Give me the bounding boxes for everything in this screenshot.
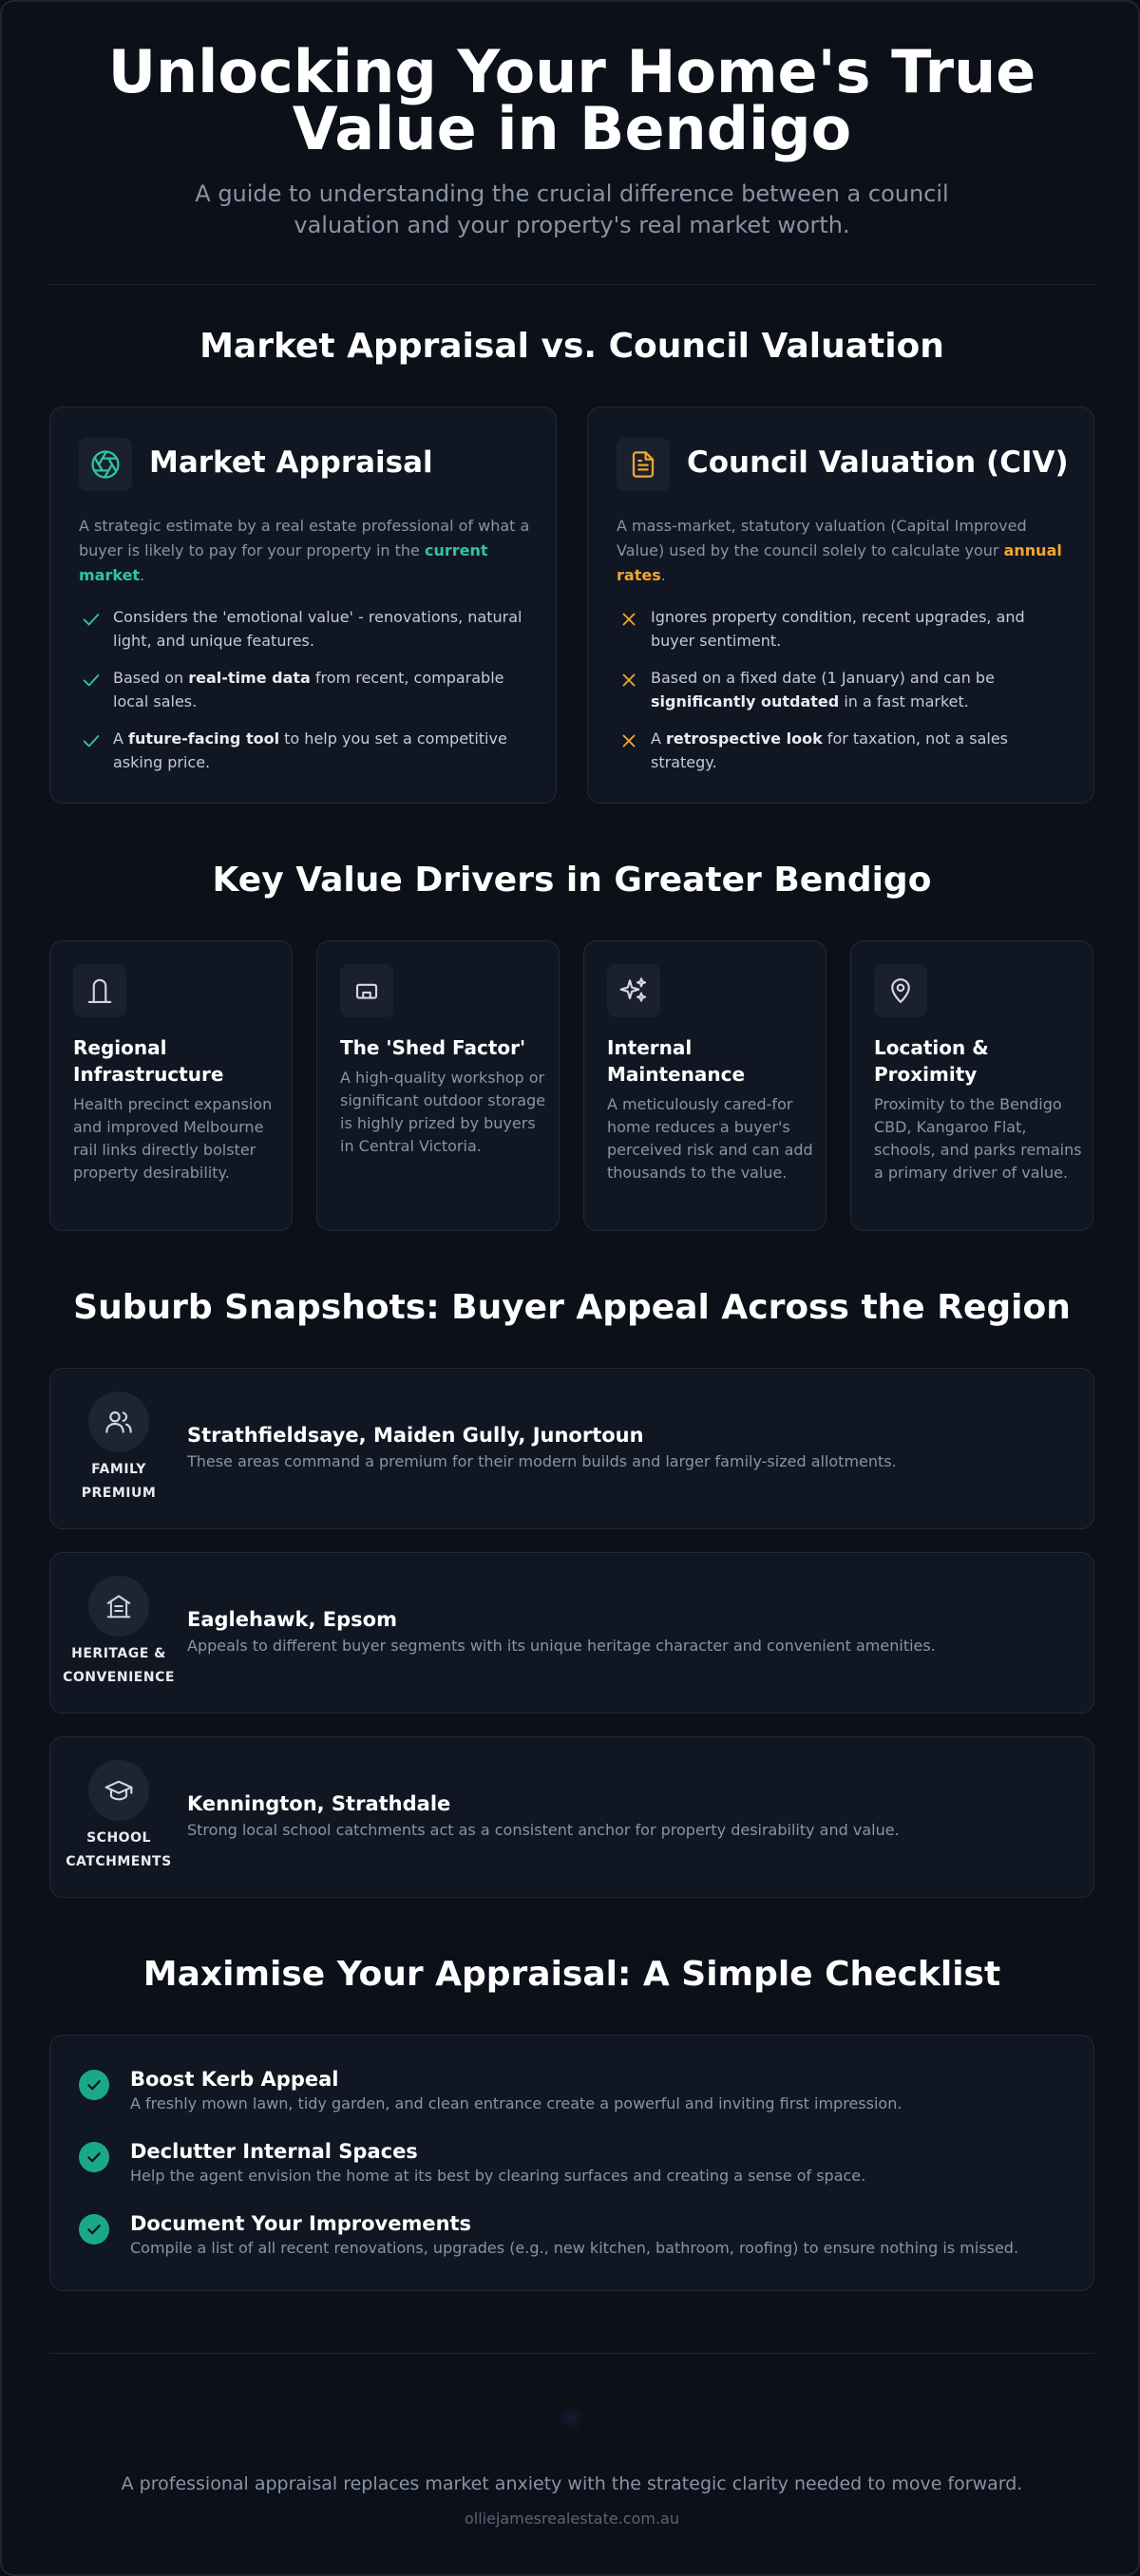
sparkles-icon <box>607 964 660 1017</box>
driver-card-shed <box>316 940 560 1231</box>
footer-website: olliejamesrealestate.com.au <box>465 2510 679 2528</box>
snapshot-suburbs: Kennington, Strathdale <box>187 1792 451 1815</box>
checklist-description: Compile a list of all recent renovations, upgrades (e.g., new kitchen, bathroom, roofing) to ensure nothing is missed. <box>130 2239 1019 2257</box>
snapshot-tag: HERITAGE & <box>71 1646 166 1661</box>
comparison-section-title: Market Appraisal vs. Council Valuation <box>200 327 944 366</box>
footer-tagline: A professional appraisal replaces market anxiety with the strategic clarity needed to move forward. <box>121 2473 1023 2494</box>
cross-icon <box>618 609 639 630</box>
council-valuation-heading: Council Valuation (CIV) <box>687 445 1069 480</box>
checklist-heading: Declutter Internal Spaces <box>130 2140 418 2163</box>
driver-heading: Regional Infrastructure <box>73 1036 224 1086</box>
users-icon <box>88 1392 149 1452</box>
driver-heading: Location & Proximity <box>874 1036 989 1086</box>
driver-description: A high-quality workshop or significant outdoor storage is highly prized by buyers in Central Victoria. <box>340 1069 546 1155</box>
snapshot-tag: PREMIUM <box>81 1486 157 1501</box>
graduation-cap-icon <box>88 1760 149 1821</box>
driver-description: Health precinct expansion and improved Melbourne rail links directly bolster property desirability. <box>73 1095 273 1182</box>
driver-card-maintenance <box>583 940 826 1231</box>
driver-card-location <box>850 940 1093 1231</box>
driver-description: Proximity to the Bendigo CBD, Kangaroo Flat, schools, and parks remains a primary driver of value. <box>874 1095 1082 1182</box>
council-valuation-card <box>587 407 1094 804</box>
check-circle-icon <box>79 2142 109 2172</box>
list-item: A retrospective look for taxation, not a sales strategy. <box>617 727 1063 774</box>
checklist-description: Help the agent envision the home at its best by clearing surfaces and creating a sense of space. <box>130 2167 866 2185</box>
checklist-heading: Document Your Improvements <box>130 2212 472 2235</box>
market-appraisal-description: A strategic estimate by a real estate professional of what a buyer is likely to pay for your property in the current market. <box>79 517 530 584</box>
snapshot-card-heritage <box>49 1552 1094 1714</box>
document-icon <box>617 438 670 491</box>
market-appraisal-heading: Market Appraisal <box>149 445 433 480</box>
checklist-heading: Boost Kerb Appeal <box>130 2068 339 2091</box>
workshop-icon <box>340 964 393 1017</box>
page-subtitle: A guide to understanding the crucial difference between a council valuation and your property's real market worth. <box>195 180 949 238</box>
list-item: Ignores property condition, recent upgrades, and buyer sentiment. <box>617 605 1063 653</box>
checklist-card <box>49 2035 1094 2291</box>
cross-icon <box>618 730 639 751</box>
heritage-icon <box>88 1576 149 1637</box>
snapshot-card-family <box>49 1368 1094 1529</box>
drivers-section-title: Key Value Drivers in Greater Bendigo <box>212 861 932 900</box>
checklist-section-title: Maximise Your Appraisal: A Simple Checklist <box>142 1955 1001 1994</box>
page-title: Unlocking Your Home's True Value in Bendigo <box>107 37 1036 163</box>
check-icon <box>81 730 102 751</box>
snapshot-tag: FAMILY <box>91 1462 146 1477</box>
driver-heading: The 'Shed Factor' <box>340 1036 526 1059</box>
map-pin-icon <box>874 964 927 1017</box>
divider <box>49 2353 1094 2354</box>
snapshot-description: These areas command a premium for their modern builds and larger family-sized allotments. <box>187 1452 897 1470</box>
divider <box>49 284 1094 285</box>
snapshot-tag: CATCHMENTS <box>66 1854 172 1869</box>
snapshot-description: Appeals to different buyer segments with its unique heritage character and convenient amenities. <box>187 1637 936 1655</box>
snapshot-suburbs: Eaglehawk, Epsom <box>187 1608 397 1631</box>
list-item: Based on real-time data from recent, comparable local sales. <box>79 666 525 713</box>
snapshot-description: Strong local school catchments act as a consistent anchor for property desirability and value. <box>187 1821 900 1839</box>
check-icon <box>81 670 102 691</box>
list-item: Considers the 'emotional value' - renovations, natural light, and unique features. <box>79 605 525 653</box>
market-appraisal-card <box>49 407 557 804</box>
check-circle-icon <box>79 2214 109 2245</box>
driver-description: A meticulously cared-for home reduces a buyer's perceived risk and can add thousands to the value. <box>607 1095 813 1182</box>
snapshot-card-school <box>49 1736 1094 1898</box>
decorative-glow <box>559 2405 585 2432</box>
aperture-icon <box>79 438 132 491</box>
driver-card-infrastructure <box>49 940 293 1231</box>
checklist-description: A freshly mown lawn, tidy garden, and clean entrance create a powerful and inviting first impression. <box>130 2094 902 2112</box>
cross-icon <box>618 670 639 691</box>
snapshot-suburbs: Strathfieldsaye, Maiden Gully, Junortoun <box>187 1424 644 1447</box>
snapshot-tag: CONVENIENCE <box>63 1670 175 1685</box>
check-icon <box>81 609 102 630</box>
snapshot-tag: SCHOOL <box>86 1830 151 1846</box>
building-icon <box>73 964 126 1017</box>
council-valuation-description: A mass-market, statutory valuation (Capital Improved Value) used by the council solely to calculate your annual rates. <box>617 517 1062 584</box>
check-circle-icon <box>79 2070 109 2100</box>
list-item: Based on a fixed date (1 January) and can be significantly outdated in a fast market. <box>617 666 1063 713</box>
list-item: A future-facing tool to help you set a competitive asking price. <box>79 727 525 774</box>
snapshots-section-title: Suburb Snapshots: Buyer Appeal Across the Region <box>73 1288 1071 1327</box>
driver-heading: Internal Maintenance <box>607 1036 746 1086</box>
